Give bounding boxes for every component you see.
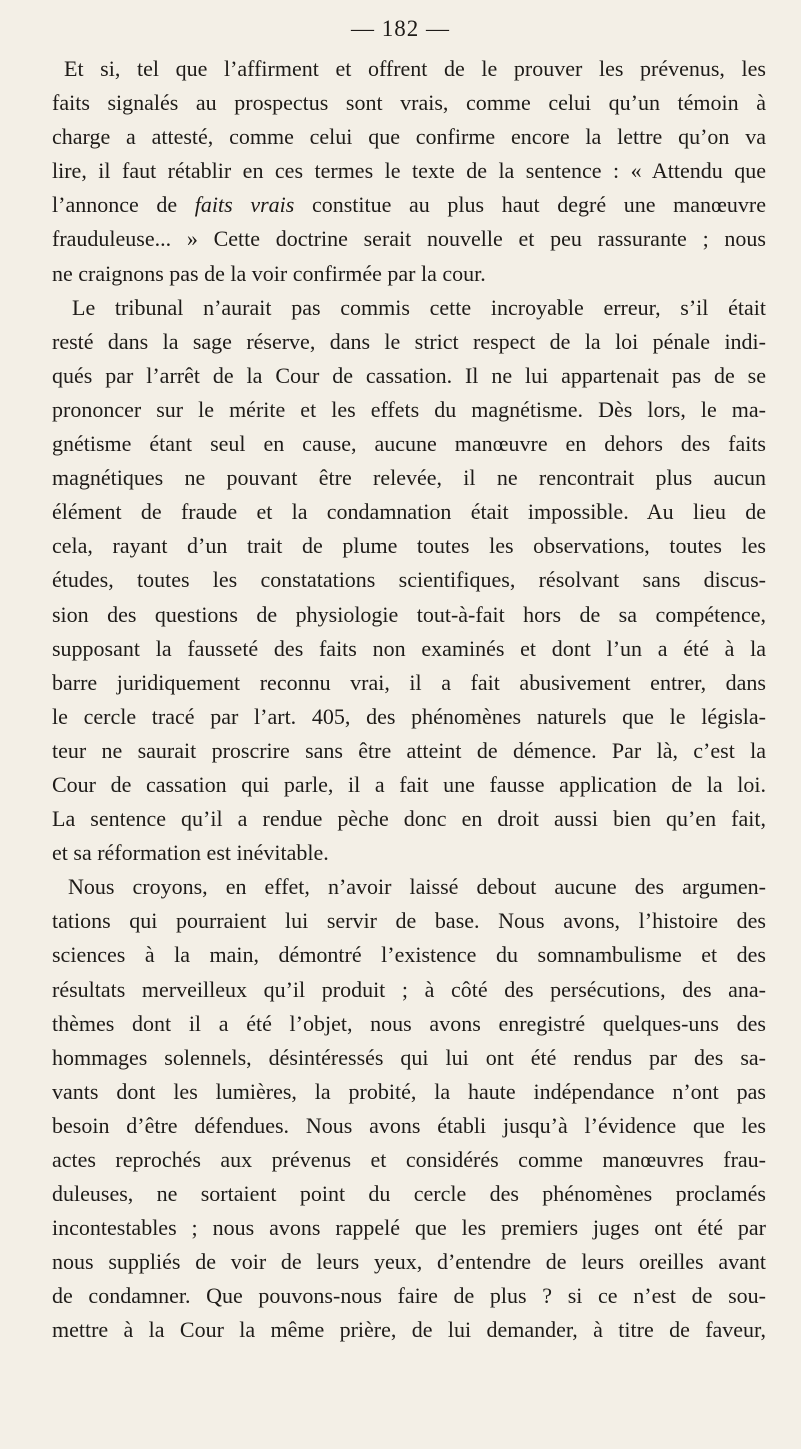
text-line: frauduleuse... » Cette doctrine serait nouvelle et peu rassurante ; nous	[52, 226, 766, 252]
text-line: prononcer sur le mérite et les effets du magnétisme. Dès lors, le ma-	[52, 396, 766, 422]
text-line: besoin d’être défendues. Nous avons établi jusqu’à l’évidence que les	[52, 1112, 766, 1138]
text-line: mettre à la Cour la même prière, de lui demander, à titre de faveur,	[52, 1317, 766, 1343]
text-line: ne craignons pas de la voir confirmée par la cour.	[52, 260, 486, 286]
text-line: cela, rayant d’un trait de plume toutes les observations, toutes les	[52, 533, 766, 559]
text-fragment: constitue au plus haut degré une manœuvre	[294, 192, 766, 218]
text-line: vants dont les lumières, la probité, la haute indépendance n’ont pas	[52, 1078, 766, 1104]
text-line: incontestables ; nous avons rappelé que les premiers juges ont été par	[52, 1215, 766, 1241]
text-line: actes reprochés aux prévenus et considérés comme manœuvres frau-	[52, 1147, 766, 1172]
text-line: sciences à la main, démontré l’existence du somnambulisme et des	[52, 942, 766, 968]
text-line: Le tribunal n’aurait pas commis cette incroyable erreur, s’il était	[72, 294, 766, 320]
text-line: charge a attesté, comme celui que confirme encore la lettre qu’on va	[52, 124, 766, 150]
text-line: élément de fraude et la condamnation était impossible. Au lieu de	[52, 499, 766, 525]
text-line-with-italic	[52, 188, 766, 222]
page-number-header: — 182 —	[351, 16, 450, 41]
text-line: de condamner. Que pouvons-nous faire de plus ? si ce n’est de sou-	[52, 1283, 766, 1309]
text-line: lire, il faut rétablir en ces termes le texte de la sentence : « Attendu que	[52, 158, 766, 184]
italic-phrase: faits vrais	[194, 192, 295, 218]
text-line: teur ne saurait proscrire sans être atteint de démence. Par là, c’est la	[52, 737, 766, 763]
text-line: magnétiques ne pouvant être relevée, il ne rencontrait plus aucun	[52, 465, 766, 491]
text-line: tations qui pourraient lui servir de base. Nous avons, l’histoire des	[52, 908, 766, 934]
text-line: nous suppliés de voir de leurs yeux, d’entendre de leurs oreilles avant	[52, 1249, 766, 1275]
text-line: études, toutes les constatations scientifiques, résolvant sans discus-	[52, 567, 766, 593]
text-line: qués par l’arrêt de la Cour de cassation. Il ne lui appartenait pas de se	[52, 362, 766, 388]
text-line: supposant la fausseté des faits non examinés et dont l’un a été à la	[52, 635, 766, 661]
text-line: La sentence qu’il a rendue pèche donc en droit aussi bien qu’en fait,	[52, 806, 766, 832]
text-line: le cercle tracé par l’art. 405, des phénomènes naturels que le législa-	[52, 703, 766, 729]
text-line: Cour de cassation qui parle, il a fait une fausse application de la loi.	[52, 771, 766, 797]
text-line: gnétisme étant seul en cause, aucune manœuvre en dehors des faits	[52, 431, 766, 457]
text-line: hommages solennels, désintéressés qui lui ont été rendus par des sa-	[52, 1044, 766, 1070]
body-text	[52, 52, 766, 1348]
text-line: résultats merveilleux qu’il produit ; à côté des persécutions, des ana-	[52, 976, 766, 1002]
text-line: resté dans la sage réserve, dans le strict respect de la loi pénale indi-	[52, 328, 766, 354]
text-line: sion des questions de physiologie tout-à-fait hors de sa compétence,	[52, 601, 766, 627]
text-line: barre juridiquement reconnu vrai, il a fait abusivement entrer, dans	[52, 669, 766, 695]
text-line: thèmes dont il a été l’objet, nous avons enregistré quelques-uns des	[52, 1010, 766, 1036]
text-line: duleuses, ne sortaient point du cercle des phénomènes proclamés	[52, 1181, 766, 1207]
text-fragment: l’annonce de	[52, 192, 195, 218]
text-line: Et si, tel que l’affirment et offrent de le prouver les prévenus, les	[64, 56, 766, 81]
text-line: et sa réformation est inévitable.	[52, 840, 329, 866]
text-line: faits signalés au prospectus sont vrais, comme celui qu’un témoin à	[52, 90, 766, 116]
text-line: Nous croyons, en effet, n’avoir laissé debout aucune des argumen-	[68, 874, 766, 900]
